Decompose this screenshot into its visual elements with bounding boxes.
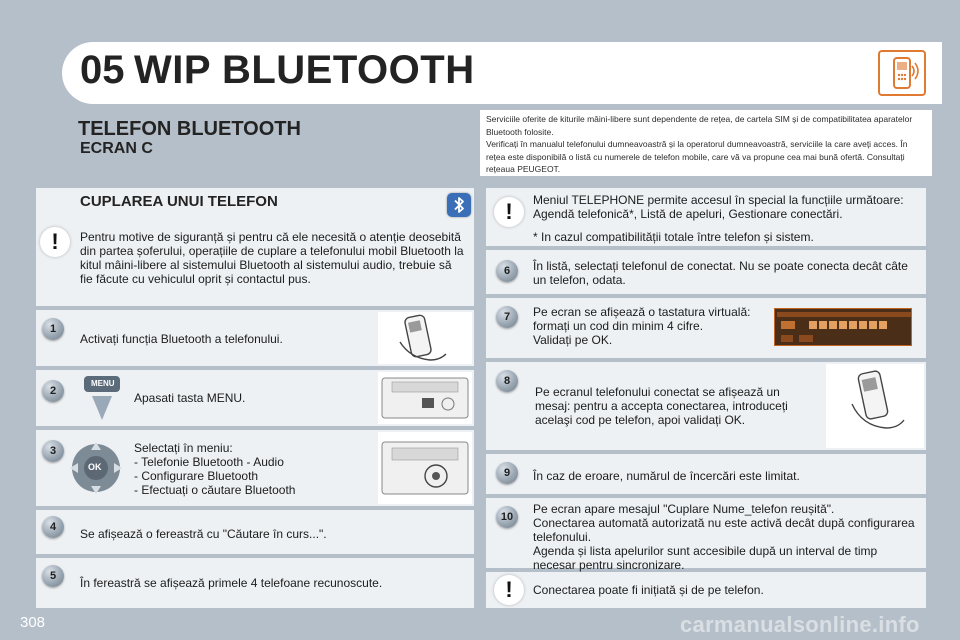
section-title: TELEFON BLUETOOTH <box>78 118 301 140</box>
menu-key-icon <box>78 372 126 424</box>
telephone-menu-note: Meniul TELEPHONE permite accesul în special la funcțiile următoare: Agendă telefonică*, Listă de apeluri, Gestionare conectări. <box>533 193 904 221</box>
step-3-badge: 3 <box>42 440 64 462</box>
disclaimer-box <box>480 110 932 176</box>
chapter-number: 05 <box>80 48 125 92</box>
step-10-line: Pe ecran apare mesajul "Cuplare Nume_telefon reușită". <box>533 502 835 516</box>
step-7-badge: 7 <box>496 306 518 328</box>
step-4-badge: 4 <box>42 516 64 538</box>
step-4-text: Se afișează o fereastră cu "Căutare în curs...". <box>80 527 327 541</box>
step-7-line: Validați pe OK. <box>533 333 613 347</box>
step-5-text: În fereastră se afișează primele 4 telefoane recunoscute. <box>80 576 383 590</box>
warning-icon: ! <box>494 197 524 227</box>
step-2-text: Apasati tasta MENU. <box>134 391 246 405</box>
step-7-line: formați un cod din minim 4 cifre. <box>533 319 704 333</box>
step-2-badge: 2 <box>42 380 64 402</box>
step-10-line: Conectarea automată autorizată nu este activă decât după configurarea telefonului. <box>533 516 915 544</box>
step-8-text: Pe ecranul telefonului conectat se afișează un mesaj: pentru a accepta conectarea, introduceți acelaşi cod pe telefon, apoi validați OK. <box>535 385 788 427</box>
page-number: 308 <box>20 614 46 631</box>
section-subtitle: ECRAN C <box>80 140 153 157</box>
step-6-badge: 6 <box>496 260 518 282</box>
step-9-badge: 9 <box>496 462 518 484</box>
compatibility-footnote: * In cazul compatibilității totale între telefon și sistem. <box>533 230 814 244</box>
step-1-badge: 1 <box>42 318 64 340</box>
watermark: carmanualsonline.info <box>680 612 920 637</box>
step-10-line: Agenda și lista apelurilor sunt accesibile după un interval de timp necesar pentru sincronizare. <box>533 544 878 572</box>
step-10-text <box>533 502 918 572</box>
step-9-text: În caz de eroare, numărul de încercări este limitat. <box>533 469 800 483</box>
phone-bluetooth-icon <box>878 50 926 96</box>
disclaimer-paragraph: Verificați în manualul telefonului dumneavoastră și la operatorul dumneavoastră, serviciile la care aveți acces. În rețea este disponibilă o listă cu numerele de telefon mobile, care vă va propune cea mai bună ofertă. Consultați rețeaua PEUGEOT. <box>486 139 908 175</box>
radio-unit-illustration <box>378 372 472 424</box>
list-item: - Configurare Bluetooth <box>134 469 295 483</box>
pairing-title: CUPLAREA UNUI TELEFON <box>80 193 278 210</box>
warning-icon: ! <box>40 227 70 257</box>
bluetooth-icon <box>447 193 471 217</box>
radio-unit-illustration <box>378 432 472 504</box>
virtual-keypad-screen <box>774 308 912 346</box>
dial-ok-label: OK <box>88 462 102 472</box>
step-6-text: În listă, selectați telefonul de conectat. Nu se poate conecta decât câte un telefon, odata. <box>533 259 908 287</box>
final-note-text: Conectarea poate fi inițiată și de pe telefon. <box>533 583 764 597</box>
step-3-intro: Selectați în meniu: <box>134 441 233 455</box>
warning-icon: ! <box>494 575 524 605</box>
phone-hand-illustration <box>826 364 924 448</box>
navigation-dial-icon <box>68 438 124 498</box>
list-item: - Telefonie Bluetooth - Audio <box>134 455 295 469</box>
disclaimer-paragraph: Serviciile oferite de kiturile mâini-libere sunt dependente de rețea, de cartela SIM și de compatibilitatea aparatelor Bluetooth folosite. <box>486 114 913 137</box>
step-5-badge: 5 <box>42 565 64 587</box>
step-7-text <box>533 305 773 347</box>
list-item: - Efectuați o căutare Bluetooth <box>134 483 295 497</box>
step-8-badge: 8 <box>496 370 518 392</box>
step-10-badge: 10 <box>496 506 518 528</box>
menu-key-label: MENU <box>91 379 115 388</box>
safety-text: Pentru motive de siguranță și pentru că ele necesită o atenție deosebită din partea șoferului, operațiile de cuplare a telefonului mobil Bluetooth la kitul mâini-libere al sistemului Bluetooth al sistemului audio, trebuie să fie făcute cu vehiculul oprit și contactul pus. <box>80 230 464 286</box>
step-3-text <box>134 441 295 497</box>
chapter-title: WIP BLUETOOTH <box>134 48 475 92</box>
phone-hand-illustration <box>378 312 472 364</box>
menu-path-list <box>134 455 295 497</box>
step-7-line: Pe ecran se afișează o tastatura virtuală: <box>533 305 751 319</box>
step-1-text: Activați funcția Bluetooth a telefonului. <box>80 332 283 346</box>
